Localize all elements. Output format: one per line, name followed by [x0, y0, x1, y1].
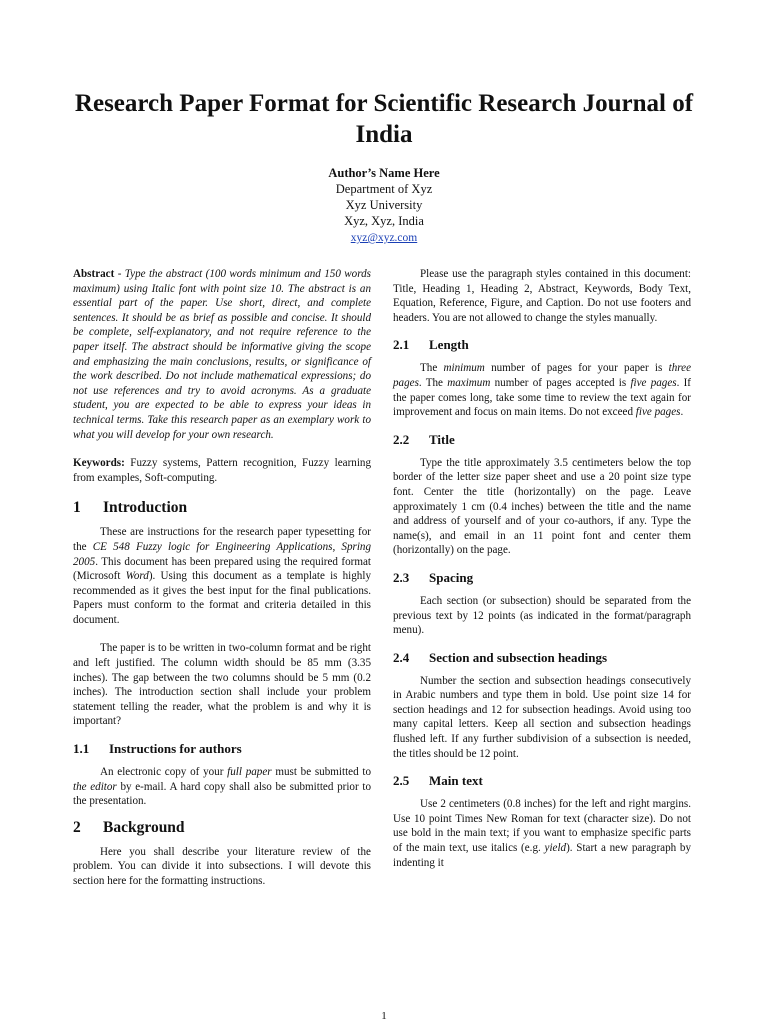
- right-column: [393, 267, 691, 870]
- main-text-paragraph: Use 2 centimeters (0.8 inches) for the left and right margins. Use 10 point Times New Roman for text (character size). Do not use bold in the main text; if you want to emphasize specific parts of the main text, use italics (e.g. yield). Start a new paragraph by indenting it: [393, 798, 692, 869]
- instructions-paragraph: An electronic copy of your full paper must be submitted to the editor by e-mail. A hard copy shall also be submitted prior to the presentation.: [73, 766, 371, 808]
- subsection-heading-main-text: 2.5 Main text: [393, 773, 483, 789]
- keywords-label: Keywords:: [73, 457, 125, 470]
- subsection-heading-spacing: 2.3 Spacing: [393, 569, 474, 585]
- styles-paragraph: Please use the paragraph styles contained in this document: Title, Heading 1, Heading 2, Abstract, Keywords, Body Text, Equation, Reference, Figure, and Caption. Do not use footers and headers. You are not allowed to change the styles manually.: [393, 268, 691, 324]
- subsection-heading-section-headings: 2.4 Section and subsection headings: [393, 649, 608, 665]
- section-heading-background: 2 Background: [73, 818, 185, 836]
- author-department: Department of Xyz: [335, 182, 433, 196]
- author-university: Xyz University: [345, 198, 423, 212]
- subsection-heading-length: 2.1 Length: [393, 337, 469, 353]
- title-paragraph: Type the title approximately 3.5 centimeters below the top border of the letter size paper sheet and use a 20 point size type font. Center the title (horizontally) on the page. Leave approximately 1 cm (0.4 inches) between the title and the name and address of yourself and of your co-authors, if any. Type the name(s), and email in an 11 point font and center them (horizontally) on the page.: [393, 456, 691, 557]
- intro-paragraph-1: These are instructions for the research paper typesetting for the CE 548 Fuzzy logic for Engineering Applications, Spring 2005. This document has been prepared using the required format (Microsoft Word). Using this document as a template is highly recommended as it gives the best input for the final publications. Papers must conform to the format and criteria detailed in this document.: [73, 526, 371, 626]
- background-paragraph: Here you shall describe your literature review of the problem. You can divide it into subsections. I will devote this section here for the formatting instructions.: [73, 845, 371, 887]
- keywords-text: Fuzzy systems, Pattern recognition, Fuzzy learning from examples, Soft-computing.: [73, 457, 371, 484]
- abstract-label: Abstract: [73, 268, 115, 280]
- subsection-heading-title: 2.2 Title: [393, 431, 455, 447]
- page-number: 1: [381, 1010, 387, 1022]
- section-headings-paragraph: Number the section and subsection headings consecutively in Arabic numbers and type them in bold. Use point size 14 for section headings and 12 for subsection headings. Avoid using too many capital letters. Keep all section and subsection headings flushed left. If any further subdivision of a subsection is needed, the titles should be 12 point.: [393, 674, 691, 760]
- section-heading-introduction: 1 Introduction: [73, 499, 188, 517]
- keywords: [73, 456, 371, 485]
- spacing-paragraph: Each section (or subsection) should be separated from the previous text by 12 points (as indicated in the format/paragraph menu).: [393, 594, 691, 637]
- abstract-text: Type the abstract (100 words minimum and 150 words maximum) using Italic font with point size 10. The abstract is an essential part of the paper. Use short, direct, and complete sentences. It should be as brief as possible and concise. It should be complete, self-explanatory, and not require reference to the paper itself. The abstract should be informative giving the scope and emphasizing the main conclusions, results, or significance of the work described. Do not include mathematical expressions; do not use references and try to avoid acronyms. As a graduate student, you are expected to be able to express your ideas in technical terms. Take this research paper as an exemplary work to what you will develop for your own research.: [73, 268, 371, 441]
- left-column: [73, 267, 371, 889]
- author-location: Xyz, Xyz, India: [344, 214, 424, 228]
- paper-title: Research Paper Format for Scientific Research Journal of India: [74, 90, 694, 148]
- subsection-heading-instructions: 1.1 Instructions for authors: [73, 741, 242, 757]
- intro-paragraph-2: The paper is to be written in two-column format and be right and left justified. The column width should be 85 mm (3.35 inches). The gap between the two columns should be 5 mm (0.2 inches). The introduction section shall include your problem statement telling the reader, what the problem is and why it is important?: [73, 642, 371, 728]
- author-block: [234, 165, 534, 246]
- author-name: Author’s Name Here: [328, 166, 440, 180]
- length-paragraph: The minimum number of pages for your paper is three pages. The maximum number of pages accepted is five pages. If the paper comes long, take some time to review the text again for improvement and focus on main items. Do not exceed five pages.: [393, 362, 692, 419]
- author-email-link[interactable]: xyz@xyz.com: [350, 232, 418, 244]
- abstract: Abstract - Type the abstract (100 words minimum and 150 words maximum) using Italic font with point size 10. The abstract is an essential part of the paper. Use short, direct, and complete sentences. It should be as brief as possible and concise. It should be complete, self-explanatory, and not require reference to the paper itself. The abstract should be informative giving the scope and emphasizing the main conclusions, results, or significance of the work described. Do not include mathematical expressions; do not use references and try to avoid acronyms. As a graduate student, you are expected to be able to express your ideas in technical terms. Take this research paper as an exemplary work to what you will develop for your own research.: [73, 268, 371, 441]
